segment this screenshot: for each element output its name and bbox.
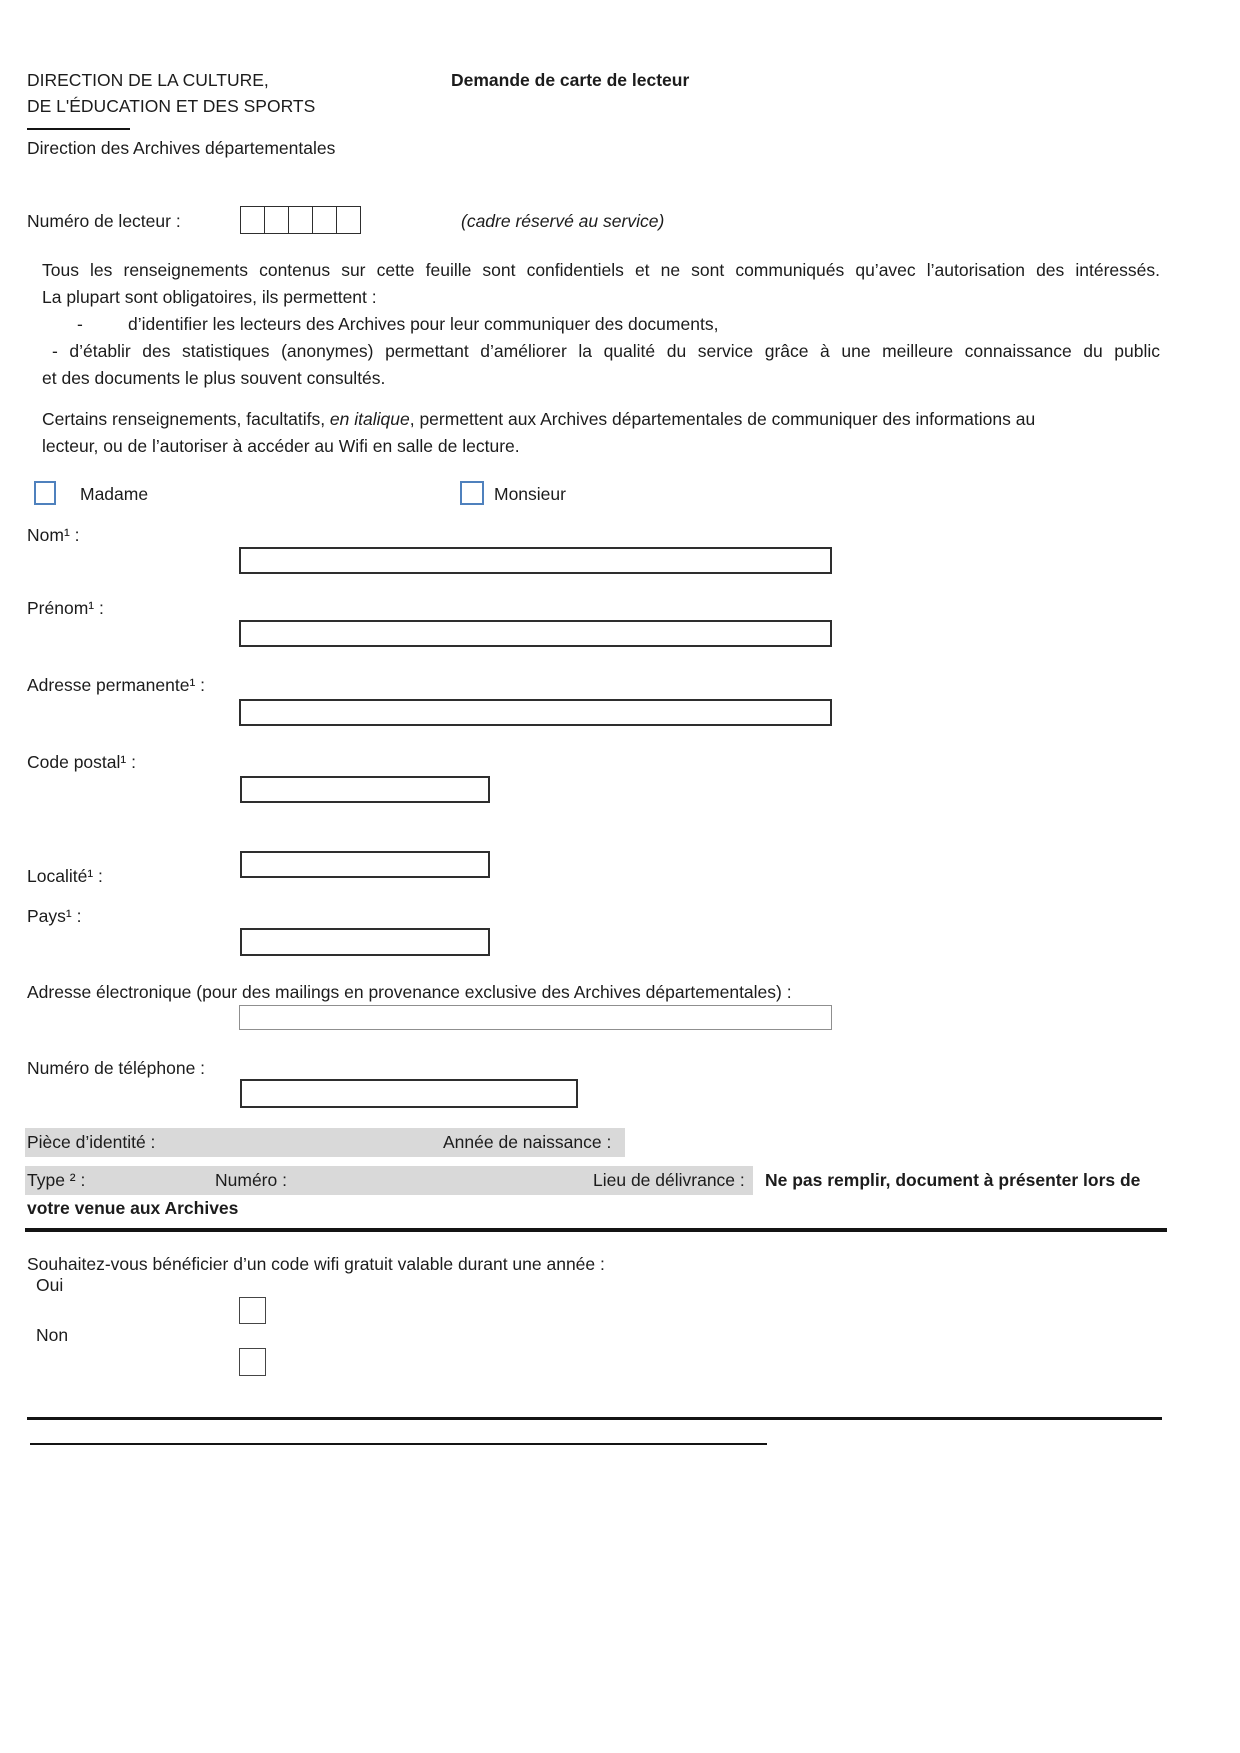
intro-bullet2-line2: et des documents le plus souvent consultés. <box>42 368 386 388</box>
code-postal-label: Code postal¹ : <box>27 752 136 772</box>
prenom-label: Prénom¹ : <box>27 598 104 618</box>
facultatif-line2: lecteur, ou de l’autoriser à accéder au Wifi en salle de lecture. <box>42 436 520 456</box>
identity-note-line1: Ne pas remplir, document à présenter lors de <box>765 1170 1141 1190</box>
facultatif-post: , permettent aux Archives départementales de communiquer des informations au <box>409 409 1036 429</box>
piece-identite-label: Pièce d’identité : <box>27 1132 156 1152</box>
header-divider <box>27 128 130 130</box>
reader-number-cell[interactable] <box>240 206 265 234</box>
reader-number-cell[interactable] <box>288 206 313 234</box>
numero-label: Numéro : <box>215 1170 287 1190</box>
facultatif-line1 <box>42 406 1035 432</box>
localite-input[interactable] <box>240 851 490 878</box>
adresse-input[interactable] <box>239 699 832 726</box>
email-input[interactable] <box>239 1005 832 1030</box>
bottom-line-1 <box>27 1417 1162 1420</box>
prenom-input[interactable] <box>239 620 832 647</box>
madame-checkbox[interactable] <box>34 481 56 505</box>
annee-naissance-label: Année de naissance : <box>443 1132 612 1152</box>
code-postal-input[interactable] <box>240 776 490 803</box>
telephone-label: Numéro de téléphone : <box>27 1058 206 1078</box>
email-label: Adresse électronique (pour des mailings en provenance exclusive des Archives départementales) : <box>27 982 792 1002</box>
org-name-line1: DIRECTION DE LA CULTURE, <box>27 70 269 90</box>
wifi-non-label: Non <box>36 1325 69 1345</box>
intro-bullet2-line1: - d’établir des statistiques (anonymes) permettant d’améliorer la qualité du service grâce à une meilleure connaissance du public <box>52 341 1160 361</box>
lieu-delivrance-label: Lieu de délivrance : <box>593 1170 745 1190</box>
localite-label: Localité¹ : <box>27 866 103 886</box>
intro-line2: La plupart sont obligatoires, ils permettent : <box>42 287 377 307</box>
wifi-oui-label: Oui <box>36 1275 64 1295</box>
section-divider-thick <box>25 1228 1167 1232</box>
madame-label: Madame <box>80 484 149 504</box>
adresse-label: Adresse permanente¹ : <box>27 675 206 695</box>
reader-number-cells[interactable] <box>240 206 361 234</box>
reader-number-label: Numéro de lecteur : <box>27 211 181 231</box>
pays-input[interactable] <box>240 928 490 956</box>
type-label: Type ² : <box>27 1170 86 1190</box>
reader-number-service-note: (cadre réservé au service) <box>461 211 665 231</box>
reader-number-cell[interactable] <box>336 206 361 234</box>
intro-line1: Tous les renseignements contenus sur cette feuille sont confidentiels et ne sont communiqués qu’avec l’autorisation des intéressés. <box>42 260 1160 280</box>
identity-note-line2: votre venue aux Archives <box>27 1198 239 1218</box>
facultatif-italic: en italique <box>329 409 410 429</box>
wifi-oui-checkbox[interactable] <box>239 1297 266 1324</box>
pays-label: Pays¹ : <box>27 906 82 926</box>
reader-number-cell[interactable] <box>264 206 289 234</box>
bottom-line-2 <box>30 1443 767 1445</box>
facultatif-pre: Certains renseignements, facultatifs, <box>42 409 330 429</box>
wifi-non-checkbox[interactable] <box>239 1348 266 1376</box>
monsieur-checkbox[interactable] <box>460 481 484 505</box>
nom-input[interactable] <box>239 547 832 574</box>
department-name: Direction des Archives départementales <box>27 138 336 158</box>
monsieur-label: Monsieur <box>494 484 566 504</box>
wifi-question: Souhaitez-vous bénéficier d’un code wifi gratuit valable durant une année : <box>27 1254 605 1274</box>
intro-bullet1-text: d’identifier les lecteurs des Archives pour leur communiquer des documents, <box>128 314 719 334</box>
telephone-input[interactable] <box>240 1079 578 1108</box>
org-name-line2: DE L'ÉDUCATION ET DES SPORTS <box>27 96 316 116</box>
nom-label: Nom¹ : <box>27 525 80 545</box>
reader-number-cell[interactable] <box>312 206 337 234</box>
form-title: Demande de carte de lecteur <box>451 70 690 90</box>
intro-bullet1-dash: - <box>77 314 83 334</box>
